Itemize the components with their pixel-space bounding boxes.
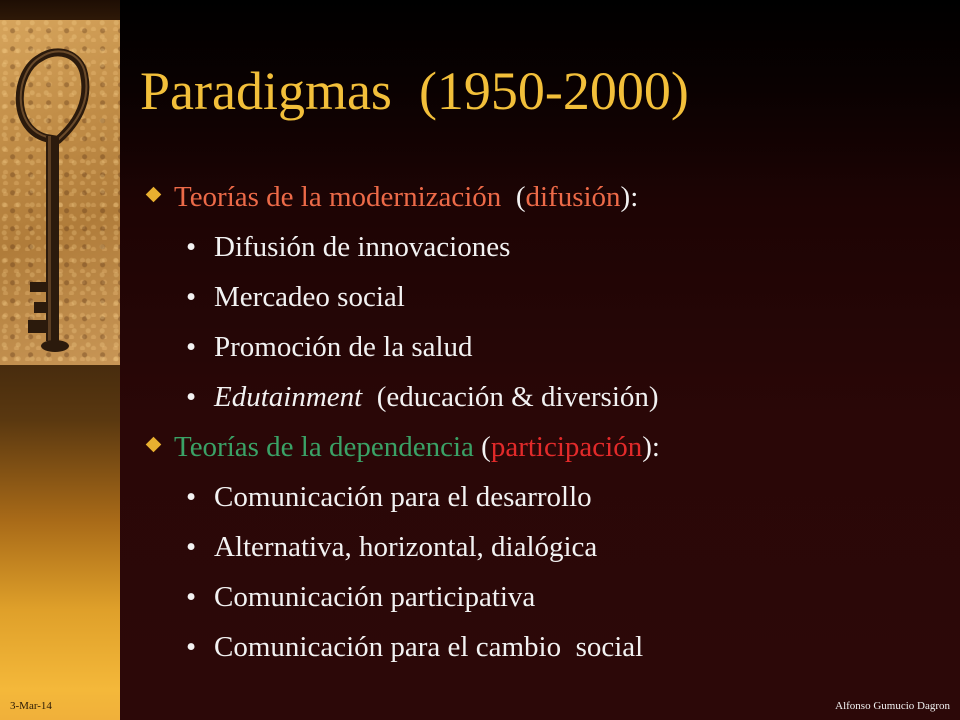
- list-item: [148, 372, 948, 422]
- section-subtitle: participación: [490, 431, 643, 463]
- list-item-text: Alternativa, horizontal, dialógica: [214, 531, 598, 563]
- section-subtitle: difusión: [525, 181, 621, 213]
- section-title: Teorías de la dependencia: [174, 431, 474, 463]
- edutainment-gloss: (educación & diversión): [362, 381, 659, 413]
- list-item: [148, 322, 948, 372]
- section-dependencia: [148, 422, 948, 472]
- key-photo: [0, 20, 120, 365]
- bullet-dot: •: [186, 531, 197, 563]
- antique-key-icon: [0, 20, 120, 365]
- list-item-text: Comunicación para el desarrollo: [214, 481, 592, 513]
- list-item: [148, 222, 948, 272]
- bullet-dot: •: [186, 331, 197, 363]
- list-item-text: Comunicación participativa: [214, 581, 536, 613]
- bullet-dot: •: [186, 281, 197, 313]
- list-item: [148, 622, 948, 672]
- footer-date: 3-Mar-14: [10, 700, 52, 712]
- bullet-list: [148, 172, 948, 672]
- edutainment-term: Edutainment: [214, 381, 363, 413]
- list-item-text: Mercadeo social: [214, 281, 405, 313]
- bullet-dot: •: [186, 481, 197, 513]
- section-modernizacion: [148, 172, 948, 222]
- list-item: [148, 572, 948, 622]
- list-item-text: [214, 372, 659, 422]
- slide-title: Paradigmas (1950-2000): [140, 61, 689, 121]
- section-title: Teorías de la modernización: [174, 181, 502, 213]
- bullet-dot: •: [186, 381, 197, 413]
- bullet-dot: •: [186, 631, 197, 663]
- paren-close: ):: [620, 181, 639, 213]
- bullet-dot: •: [186, 231, 197, 263]
- section-heading: [174, 422, 660, 472]
- list-item-text: Difusión de innovaciones: [214, 231, 511, 263]
- section-heading: [174, 172, 638, 222]
- diamond-bullet-icon: [146, 187, 162, 203]
- bullet-dot: •: [186, 581, 197, 613]
- list-item: [148, 522, 948, 572]
- list-item-text: Comunicación para el cambio social: [214, 631, 644, 663]
- paren-open: (: [501, 181, 526, 213]
- list-item: [148, 472, 948, 522]
- paren-close: ):: [642, 431, 660, 463]
- list-item: [148, 272, 948, 322]
- paren-open: (: [473, 431, 491, 463]
- footer-author: Alfonso Gumucio Dagron: [835, 700, 950, 712]
- diamond-bullet-icon: [146, 437, 162, 453]
- list-item-text: Promoción de la salud: [214, 331, 473, 363]
